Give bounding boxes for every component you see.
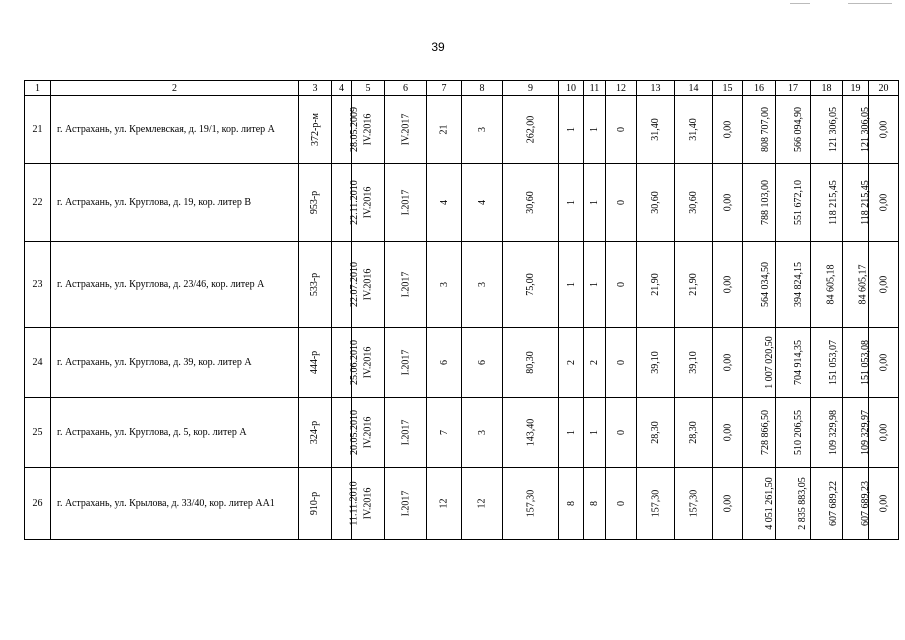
cell-value: 109 329,97 [860, 410, 871, 455]
address-cell: г. Астрахань, ул. Кремлевская, д. 19/1, кор. литер А [51, 96, 299, 164]
cell-c19 [843, 398, 869, 468]
cell-c8 [462, 468, 503, 540]
cell-value: 564 034,50 [760, 262, 771, 307]
cell-value: 0,00 [722, 494, 733, 513]
cell-c4 [332, 242, 360, 328]
cell-c11 [584, 398, 606, 468]
cell-value: 12 [438, 498, 450, 509]
cell-c5 [352, 328, 385, 398]
cell-c5 [352, 398, 385, 468]
cell-c11 [584, 96, 606, 164]
cell-value: 1 007 020,50 [763, 336, 775, 389]
cell-c20 [869, 164, 899, 242]
cell-c6 [385, 96, 427, 164]
cell-c7 [427, 468, 462, 540]
cell-value: 21,90 [688, 273, 699, 296]
cell-value: 808 707,00 [760, 107, 771, 152]
cell-value: 1 [565, 127, 577, 132]
cell-value: 21,90 [650, 273, 661, 296]
cell-c17 [776, 328, 811, 398]
cell-value: IV.2016 [362, 268, 374, 301]
cell-c14 [675, 328, 713, 398]
address-cell: г. Астрахань, ул. Круглова, д. 39, кор. литер А [51, 328, 299, 398]
cell-c4 [332, 96, 360, 164]
cell-c4 [332, 468, 360, 540]
cell-c7 [427, 398, 462, 468]
cell-c15 [713, 96, 743, 164]
cell-value: 0 [615, 127, 627, 132]
cell-value: 0,00 [878, 423, 889, 442]
cell-value: 788 103,00 [760, 180, 771, 225]
col-number: 15 [713, 81, 743, 96]
cell-value: 11.11.2010 [348, 481, 360, 526]
cell-value: 3 [476, 282, 488, 287]
cell-c19 [843, 468, 869, 540]
table-row [25, 468, 899, 540]
cell-c8 [462, 96, 503, 164]
row-number: 22 [25, 164, 51, 242]
cell-c12 [606, 468, 637, 540]
cell-value: 157,30 [650, 489, 661, 518]
scan-mark-top-right [848, 3, 892, 4]
cell-c17 [776, 398, 811, 468]
cell-c15 [713, 468, 743, 540]
cell-value: 8 [565, 501, 577, 506]
cell-value: 394 824,15 [793, 262, 804, 307]
address-cell: г. Астрахань, ул. Крылова, д. 33/40, кор. литер АА1 [51, 468, 299, 540]
cell-c19 [843, 242, 869, 328]
cell-value: 533-р [309, 272, 321, 297]
cell-value: 31,40 [650, 118, 661, 141]
cell-value: 28,30 [650, 421, 661, 444]
cell-value: 4 [438, 200, 450, 205]
cell-c11 [584, 468, 606, 540]
cell-value: 84 605,17 [857, 264, 869, 305]
cell-value: 0 [615, 282, 627, 287]
cell-value: 22.11.2010 [348, 180, 360, 225]
address-cell: г. Астрахань, ул. Круглова, д. 23/46, кор. литер А [51, 242, 299, 328]
cell-c3 [299, 242, 332, 328]
cell-value: 0 [615, 200, 627, 205]
cell-value: 12 [476, 498, 488, 509]
cell-value: 4 051 261,50 [763, 477, 775, 530]
cell-value: 28,30 [688, 421, 699, 444]
cell-c19 [843, 96, 869, 164]
cell-value: 80,30 [525, 351, 536, 374]
cell-c13 [637, 242, 675, 328]
cell-value: 8 [589, 501, 600, 506]
cell-value: 25.06.2010 [349, 340, 360, 385]
cell-c8 [462, 242, 503, 328]
cell-value: 39,10 [650, 351, 661, 374]
cell-value: 157,30 [525, 489, 536, 518]
cell-value: 30,60 [525, 191, 536, 214]
col-number: 4 [332, 81, 352, 96]
col-number: 10 [559, 81, 584, 96]
cell-value: 607 689,22 [828, 481, 839, 526]
cell-value: 1 [589, 127, 600, 132]
cell-c15 [713, 164, 743, 242]
cell-c10 [559, 398, 584, 468]
col-number: 13 [637, 81, 675, 96]
cell-c18 [811, 468, 843, 540]
register-table [24, 80, 899, 540]
cell-value: 0,00 [878, 494, 889, 513]
cell-value: IV.2017 [399, 113, 411, 146]
cell-value: 566 094,90 [793, 107, 804, 152]
cell-value: 0,00 [722, 423, 733, 442]
table-row [25, 242, 899, 328]
cell-c16 [743, 468, 776, 540]
cell-value: 121 306,05 [860, 107, 871, 152]
cell-value: 444-р [309, 350, 321, 375]
cell-c12 [606, 328, 637, 398]
cell-value: 510 206,55 [793, 410, 804, 455]
cell-c18 [811, 398, 843, 468]
row-number: 25 [25, 398, 51, 468]
header-row [25, 81, 899, 96]
cell-c16 [743, 328, 776, 398]
row-number: 26 [25, 468, 51, 540]
cell-value: IV.2016 [362, 186, 374, 219]
cell-c5 [352, 242, 385, 328]
cell-value: 728 866,50 [760, 410, 771, 455]
col-number: 1 [25, 81, 51, 96]
cell-c3 [299, 328, 332, 398]
cell-c7 [427, 96, 462, 164]
cell-c19 [843, 328, 869, 398]
cell-value: 2 [565, 360, 577, 365]
cell-value: 30,60 [650, 191, 661, 214]
col-number: 2 [51, 81, 299, 96]
cell-value: 0,00 [878, 275, 889, 294]
col-number: 14 [675, 81, 713, 96]
cell-c5 [352, 96, 385, 164]
col-number: 7 [427, 81, 462, 96]
col-number: 18 [811, 81, 843, 96]
cell-c13 [637, 328, 675, 398]
cell-value: IV.2016 [362, 346, 374, 379]
cell-c16 [743, 96, 776, 164]
cell-value: 109 329,98 [828, 410, 839, 455]
cell-value: 3 [438, 282, 450, 287]
cell-value: 28.05.2009 [349, 107, 360, 152]
cell-c11 [584, 328, 606, 398]
cell-value: 3 [476, 127, 488, 132]
cell-c18 [811, 328, 843, 398]
cell-value: I.2017 [400, 490, 411, 517]
cell-value: 0,00 [722, 353, 733, 372]
cell-value: I.2017 [400, 189, 411, 216]
cell-value: 21 [438, 124, 450, 135]
cell-c14 [675, 242, 713, 328]
cell-value: 4 [476, 200, 488, 205]
col-number: 6 [385, 81, 427, 96]
cell-c16 [743, 242, 776, 328]
cell-value: 0,00 [722, 275, 733, 294]
page-number: 39 [431, 40, 445, 54]
cell-c6 [385, 328, 427, 398]
cell-value: 1 [589, 282, 600, 287]
cell-c7 [427, 328, 462, 398]
cell-c16 [743, 164, 776, 242]
cell-value: 0 [615, 501, 627, 506]
cell-c8 [462, 398, 503, 468]
cell-c20 [869, 96, 899, 164]
cell-value: 6 [476, 360, 488, 365]
cell-value: I.2017 [400, 271, 411, 298]
cell-value: 1 [565, 200, 577, 205]
cell-c9 [503, 242, 559, 328]
cell-c7 [427, 164, 462, 242]
cell-c18 [811, 164, 843, 242]
cell-c17 [776, 96, 811, 164]
cell-c9 [503, 164, 559, 242]
col-number: 19 [843, 81, 869, 96]
cell-c15 [713, 242, 743, 328]
cell-value: 1 [565, 430, 577, 435]
cell-value: 39,10 [688, 351, 699, 374]
cell-value: 0 [615, 360, 627, 365]
cell-c13 [637, 468, 675, 540]
cell-value: 20.05.2010 [349, 410, 360, 455]
cell-c6 [385, 398, 427, 468]
cell-value: 31,40 [688, 118, 699, 141]
cell-value: I.2017 [400, 349, 411, 376]
cell-c9 [503, 398, 559, 468]
cell-c12 [606, 164, 637, 242]
cell-value: I.2017 [400, 419, 411, 446]
cell-c14 [675, 468, 713, 540]
cell-value: 75,00 [525, 273, 536, 296]
cell-c7 [427, 242, 462, 328]
col-number: 3 [299, 81, 332, 96]
cell-value: IV.2016 [362, 487, 374, 520]
cell-c6 [385, 242, 427, 328]
cell-c17 [776, 242, 811, 328]
row-number: 24 [25, 328, 51, 398]
cell-c20 [869, 468, 899, 540]
row-number: 23 [25, 242, 51, 328]
cell-c5 [352, 468, 385, 540]
address-cell: г. Астрахань, ул. Круглова, д. 19, кор. литер В [51, 164, 299, 242]
cell-c10 [559, 242, 584, 328]
cell-value: 0,00 [722, 120, 733, 139]
col-number: 8 [462, 81, 503, 96]
cell-value: 2 [589, 360, 600, 365]
cell-value: 121 306,05 [828, 107, 839, 152]
cell-c8 [462, 328, 503, 398]
cell-c4 [332, 164, 360, 242]
cell-value: 0,00 [878, 120, 889, 139]
cell-value: 84 605,18 [825, 264, 837, 305]
cell-c11 [584, 164, 606, 242]
cell-c17 [776, 468, 811, 540]
col-number: 12 [606, 81, 637, 96]
cell-value: 22.07.2010 [349, 262, 360, 307]
table-row [25, 398, 899, 468]
cell-value: 0,00 [878, 193, 889, 212]
cell-value: 704 914,35 [793, 340, 804, 385]
col-number: 5 [352, 81, 385, 96]
cell-value: 372-р-м [310, 113, 321, 146]
cell-value: 30,60 [688, 191, 699, 214]
cell-c11 [584, 242, 606, 328]
table-row [25, 164, 899, 242]
cell-c12 [606, 96, 637, 164]
cell-value: 151 053,07 [828, 340, 839, 385]
cell-c20 [869, 328, 899, 398]
col-number: 17 [776, 81, 811, 96]
table-row [25, 96, 899, 164]
cell-c10 [559, 468, 584, 540]
row-number: 21 [25, 96, 51, 164]
cell-value: 607 689,23 [860, 481, 871, 526]
cell-c19 [843, 164, 869, 242]
col-number: 20 [869, 81, 899, 96]
cell-value: 0,00 [878, 353, 889, 372]
cell-c9 [503, 96, 559, 164]
cell-value: 2 835 883,05 [796, 477, 808, 530]
cell-value: 118 215,45 [827, 180, 839, 225]
col-number: 16 [743, 81, 776, 96]
cell-c13 [637, 164, 675, 242]
cell-c14 [675, 96, 713, 164]
cell-value: 1 [589, 200, 600, 205]
cell-value: 118 215,45 [859, 180, 871, 225]
cell-value: 910-р [309, 491, 321, 516]
cell-c4 [332, 328, 360, 398]
cell-c16 [743, 398, 776, 468]
cell-c10 [559, 96, 584, 164]
cell-c9 [503, 328, 559, 398]
cell-value: IV.2016 [362, 416, 374, 449]
cell-c9 [503, 468, 559, 540]
cell-value: 7 [438, 430, 450, 435]
cell-c14 [675, 398, 713, 468]
cell-value: 6 [438, 360, 450, 365]
cell-value: 151 053,08 [860, 340, 871, 385]
cell-c13 [637, 398, 675, 468]
cell-c3 [299, 164, 332, 242]
cell-c3 [299, 398, 332, 468]
cell-c18 [811, 96, 843, 164]
address-cell: г. Астрахань, ул. Круглова, д. 5, кор. литер А [51, 398, 299, 468]
cell-value: 157,30 [688, 489, 699, 518]
cell-c18 [811, 242, 843, 328]
cell-c6 [385, 164, 427, 242]
cell-c14 [675, 164, 713, 242]
table-row [25, 328, 899, 398]
cell-c3 [299, 468, 332, 540]
cell-value: 0 [615, 430, 627, 435]
cell-c15 [713, 398, 743, 468]
cell-value: IV.2016 [362, 113, 374, 146]
cell-value: 1 [589, 430, 600, 435]
cell-c10 [559, 164, 584, 242]
cell-c13 [637, 96, 675, 164]
col-number: 11 [584, 81, 606, 96]
cell-c12 [606, 398, 637, 468]
cell-value: 1 [565, 282, 577, 287]
cell-value: 262,00 [525, 115, 536, 144]
cell-c20 [869, 398, 899, 468]
cell-c15 [713, 328, 743, 398]
cell-value: 324-р [309, 420, 321, 445]
cell-value: 143,40 [525, 418, 536, 447]
col-number: 9 [503, 81, 559, 96]
cell-c12 [606, 242, 637, 328]
cell-value: 0,00 [722, 193, 733, 212]
cell-c8 [462, 164, 503, 242]
cell-c10 [559, 328, 584, 398]
scan-mark-top [790, 3, 810, 4]
cell-c6 [385, 468, 427, 540]
cell-c4 [332, 398, 360, 468]
cell-value: 3 [476, 430, 488, 435]
cell-c17 [776, 164, 811, 242]
cell-value: 551 672,10 [793, 180, 804, 225]
cell-c3 [299, 96, 332, 164]
cell-value: 953-р [309, 190, 321, 215]
cell-c20 [869, 242, 899, 328]
cell-c5 [352, 164, 385, 242]
